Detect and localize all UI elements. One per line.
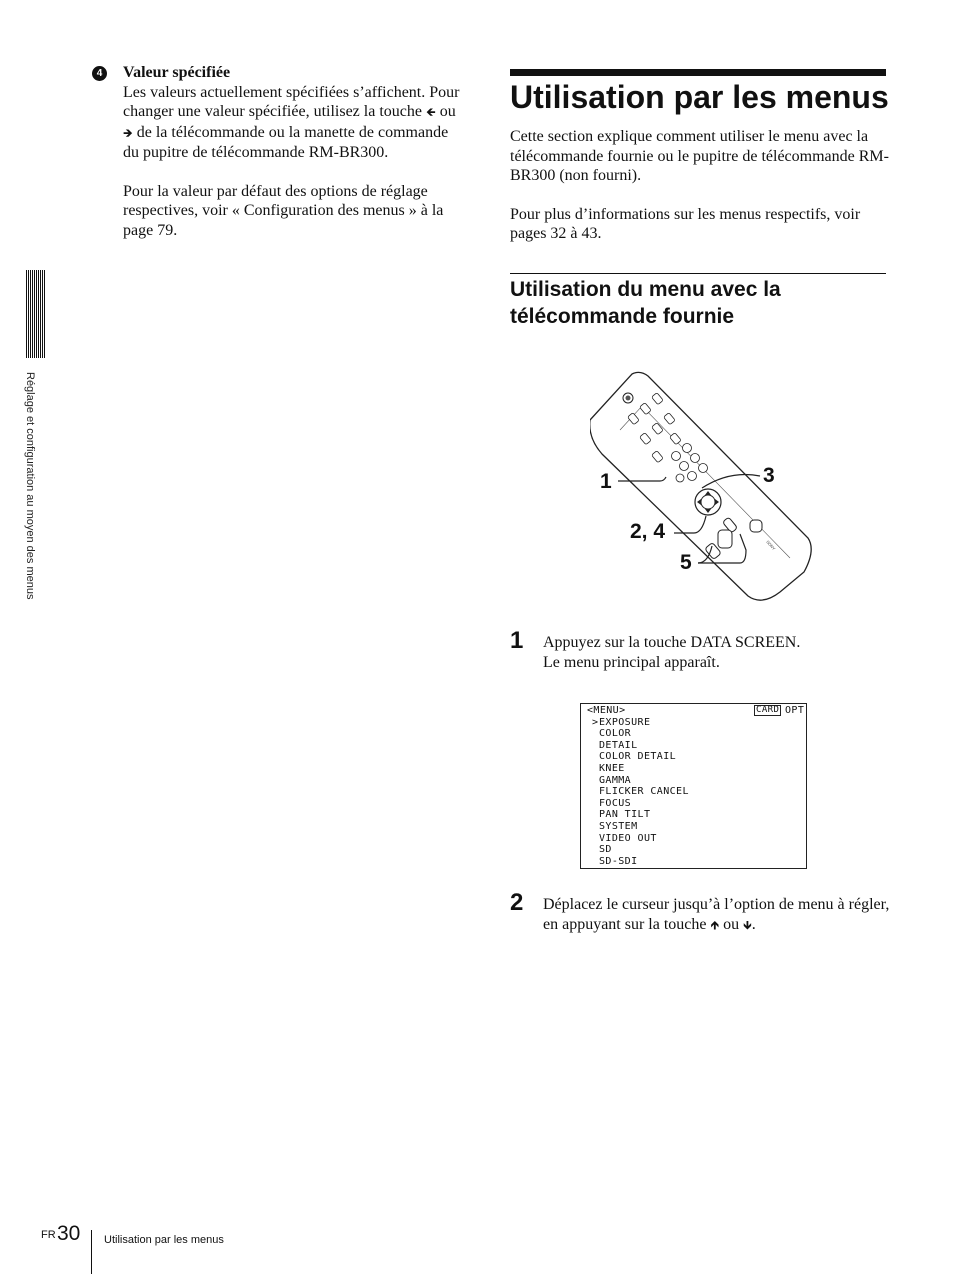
- opt-label: OPT: [785, 705, 805, 716]
- side-tab-label: Réglage et configuration au moyen des menus: [24, 372, 36, 600]
- callout-2-4: 2, 4: [630, 520, 666, 543]
- footer-section-title: Utilisation par les menus: [104, 1234, 224, 1246]
- step-2-text: [543, 895, 890, 935]
- arrow-up-icon: 🡹: [710, 917, 720, 932]
- menu-item-flicker-cancel: FLICKER CANCEL: [599, 786, 689, 798]
- step-1-number: 1: [510, 627, 524, 654]
- menu-item-exposure: EXPOSURE: [599, 716, 651, 728]
- menu-item-system: SYSTEM: [599, 820, 638, 832]
- subheading-rule: [510, 273, 886, 274]
- step-4-text-a: Les valeurs actuellement spécifiées s’affichent. Pour changer une valeur spécifiée, utilisez la touche: [123, 83, 460, 120]
- footer-divider: [91, 1230, 92, 1274]
- step-4-text-or: ou: [435, 103, 456, 120]
- menu-item-color-detail: COLOR DETAIL: [599, 751, 677, 763]
- card-badge: CARD: [756, 705, 780, 715]
- arrow-right-icon: 🡺: [123, 125, 133, 140]
- menu-item-detail: DETAIL: [599, 739, 638, 751]
- step-1: [510, 627, 890, 672]
- intro-paragraph-2: Pour plus d’informations sur les menus respectifs, voir pages 32 à 43.: [510, 205, 861, 242]
- menu-list: [599, 717, 689, 868]
- step-1-line-2: Le menu principal apparaît.: [543, 653, 720, 671]
- side-tab-marker: [26, 270, 46, 358]
- menu-cursor: >: [592, 716, 599, 728]
- step-1-line-1: Appuyez sur la touche DATA SCREEN.: [543, 634, 801, 651]
- step-2-text-a: Déplacez le curseur jusqu’à l’option de menu à régler, en appuyant sur la touche: [543, 896, 890, 933]
- menu-item-knee: KNEE: [599, 762, 625, 774]
- heading-rule: [510, 69, 886, 76]
- menu-item-gamma: GAMMA: [599, 774, 632, 786]
- callout-3: 3: [763, 464, 775, 487]
- step-4-title: Valeur spécifiée: [123, 64, 231, 81]
- menu-item-color: COLOR: [599, 728, 632, 740]
- page-heading: Utilisation par les menus: [510, 79, 889, 115]
- menu-item-pan-tilt: PAN TILT: [599, 809, 651, 821]
- step-4: [92, 63, 464, 240]
- arrow-left-icon: 🡸: [425, 105, 436, 119]
- step-2-text-b: .: [751, 915, 756, 933]
- menu-item-sd-sdi: SD-SDI: [599, 855, 638, 867]
- callout-1: 1: [600, 470, 612, 493]
- menu-item-focus: FOCUS: [599, 797, 632, 809]
- menu-item-video-out: VIDEO OUT: [599, 832, 657, 844]
- subheading: Utilisation du menu avec la télécommande fournie: [510, 278, 781, 328]
- svg-text:SONY: SONY: [765, 539, 777, 552]
- footer-language: FR: [41, 1229, 56, 1241]
- intro-paragraph-1: Cette section explique comment utiliser le menu avec la télécommande fournie ou le pupitre de télécommande RM-BR300 (non fourni).: [510, 128, 889, 184]
- remote-control-illustration: [590, 360, 830, 610]
- step-2: [510, 889, 890, 935]
- menu-item-sd: SD: [599, 844, 612, 856]
- step-4-paragraph-1: [123, 83, 464, 163]
- step-4-number-badge: 4: [92, 66, 107, 81]
- menu-screen: [580, 703, 807, 869]
- page-number: 30: [57, 1222, 81, 1245]
- step-4-text-b: de la télécommande ou la manette de commande du pupitre de télécommande RM-BR300.: [123, 123, 449, 161]
- menu-header: <MENU>: [587, 705, 626, 716]
- callout-5: 5: [680, 551, 692, 574]
- step-4-paragraph-2: Pour la valeur par défaut des options de réglage respectives, voir « Configuration des menus » à la page 79.: [123, 182, 444, 239]
- step-2-text-or: ou: [719, 915, 744, 933]
- step-2-number: 2: [510, 889, 524, 916]
- intro-text: [510, 127, 890, 244]
- arrow-down-icon: 🡻: [743, 917, 752, 932]
